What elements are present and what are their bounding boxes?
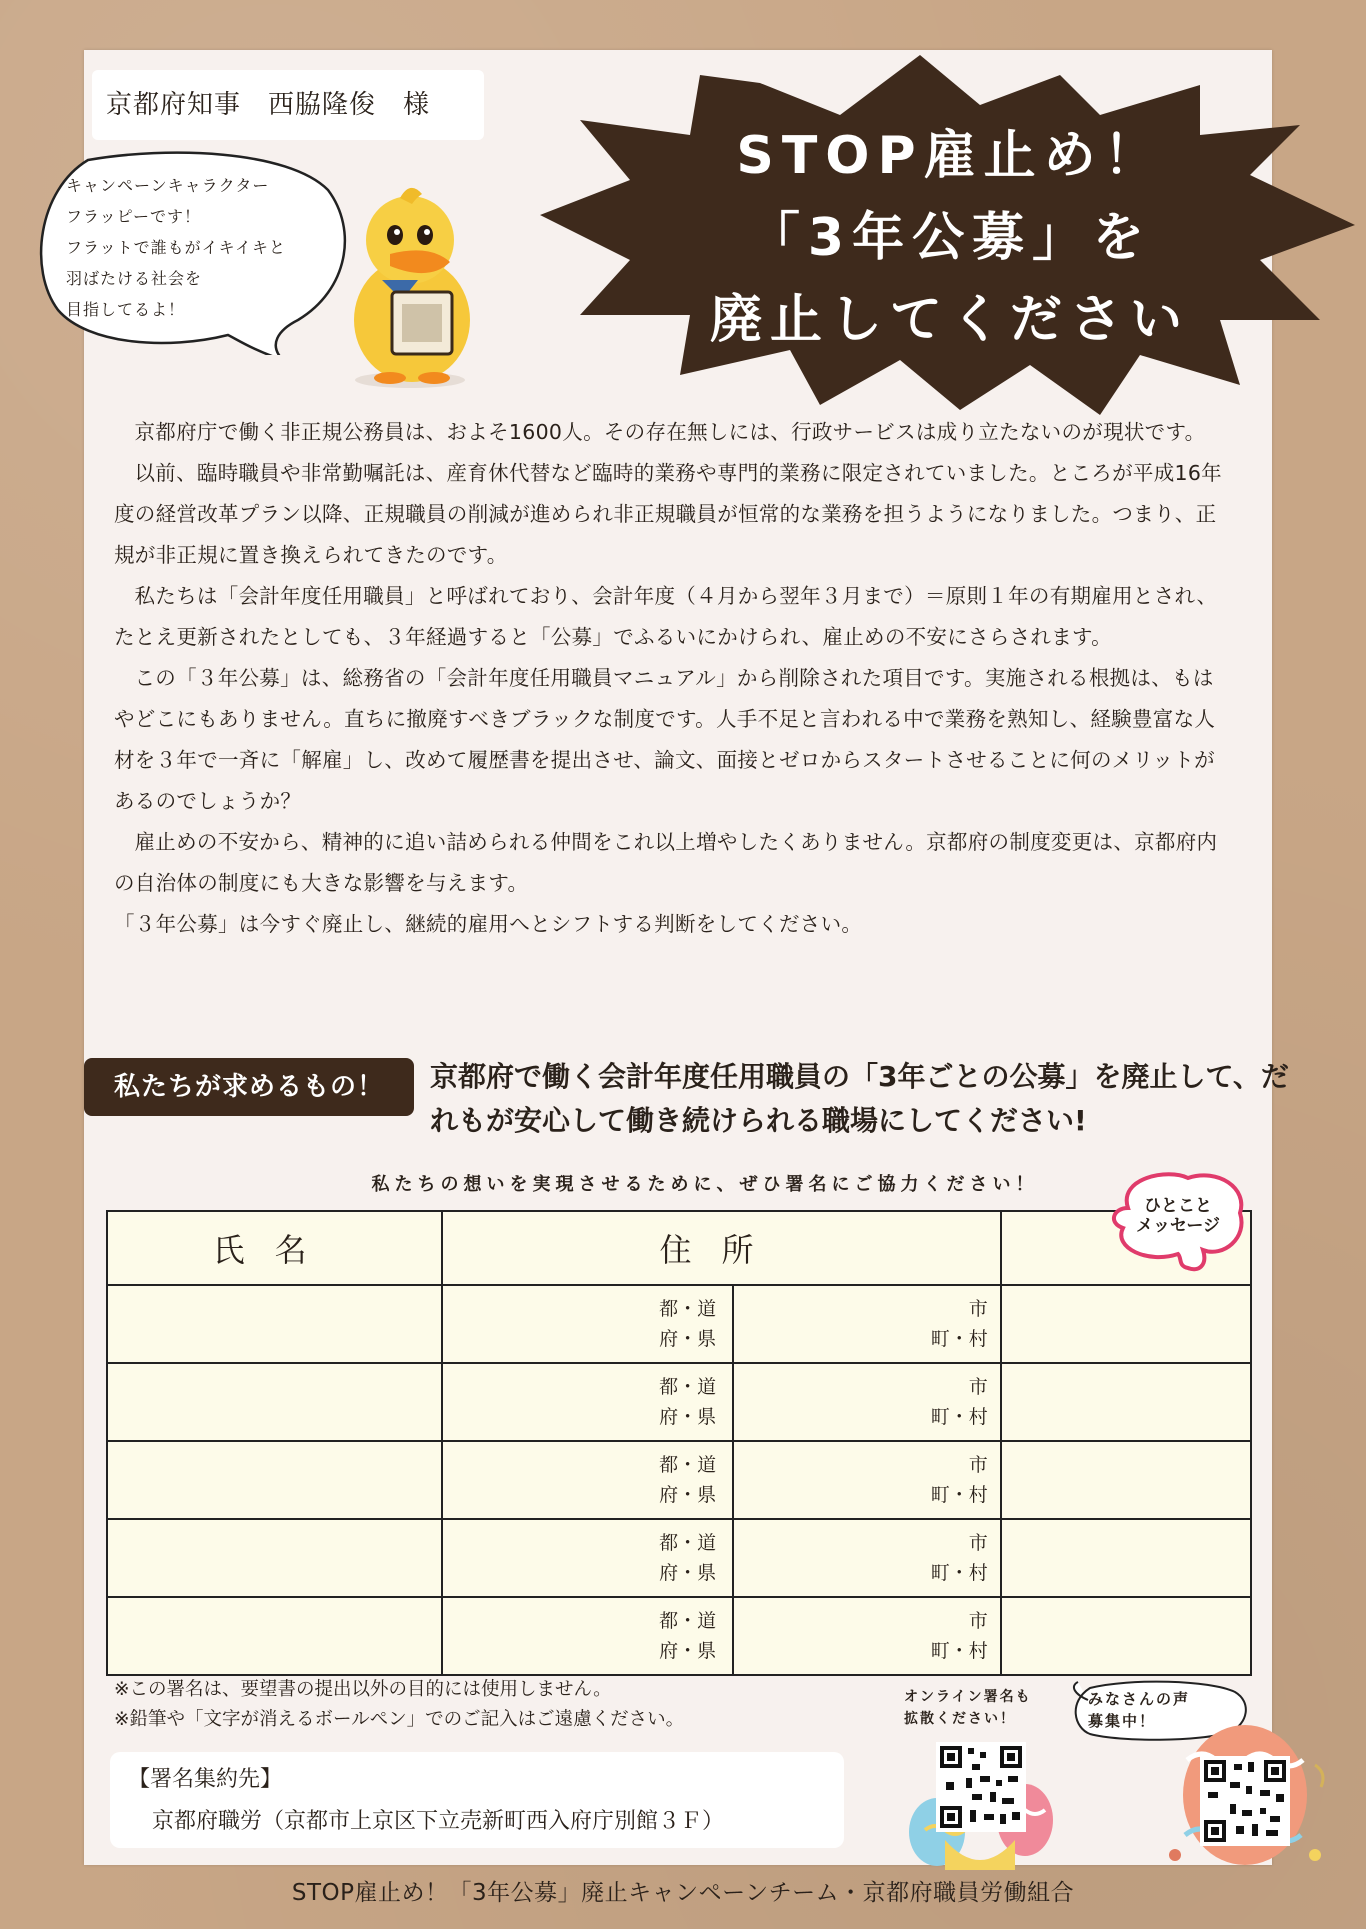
notes — [114, 1675, 834, 1735]
message-bubble-text: ひとこと メッセージ — [1136, 1196, 1220, 1236]
body-paragraph: 京都府庁で働く非正規公務員は、およそ1600人。その存在無しには、行政サービスは成り立たないのが現状です。 — [134, 420, 1206, 444]
message-cell[interactable] — [1001, 1285, 1251, 1363]
city-cell[interactable]: 市 町・村 — [733, 1597, 1001, 1675]
message-cell[interactable] — [1001, 1519, 1251, 1597]
headline-line-2: 「3年公募」を — [747, 208, 1153, 268]
online-signature-label: オンライン署名も 拡散ください！ — [904, 1689, 1032, 1727]
table-row — [107, 1519, 1251, 1597]
body-paragraph: 雇止めの不安から、精神的に追い詰められる仲間をこれ以上増やしたくありません。京都府の制度変更は、京都府内の自治体の制度にも大きな影響を与えます。 — [114, 830, 1218, 895]
message-cell[interactable] — [1001, 1441, 1251, 1519]
message-cell[interactable] — [1001, 1597, 1251, 1675]
character-bubble-text: キャンペーンキャラクター フラッピーです！ フラットで誰もがイキイキと 羽ばたける社会を 目指してるよ！ — [66, 176, 287, 319]
table-row — [107, 1285, 1251, 1363]
note-line: ※鉛筆や「文字が消えるボールペン」でのご記入はご遠慮ください。 — [114, 1709, 685, 1730]
voice-qr-icon[interactable] — [1200, 1756, 1290, 1846]
body-paragraph: 以前、臨時職員や非常勤嘱託は、産育休代替など臨時的業務や専門的業務に限定されていました。ところが平成16年度の経営改革プラン以降、正規職員の削減が進められ非正規職員が恒常的な業務を担うようになりました。つまり、正規が非正規に置き換えられてきたのです。 — [114, 461, 1222, 567]
body-paragraph: 「３年公募」は今すぐ廃止し、継続的雇用へとシフトする判断をしてください。 — [114, 912, 863, 936]
city-cell[interactable]: 市 町・村 — [733, 1363, 1001, 1441]
name-cell[interactable] — [107, 1441, 442, 1519]
prefecture-cell[interactable]: 都・道 府・県 — [442, 1597, 733, 1675]
headline — [540, 115, 1360, 361]
headline-burst — [540, 45, 1360, 425]
city-cell[interactable]: 市 町・村 — [733, 1441, 1001, 1519]
note-line: ※この署名は、要望書の提出以外の目的には使用しません。 — [114, 1679, 612, 1700]
prefecture-cell[interactable]: 都・道 府・県 — [442, 1519, 733, 1597]
prefecture-cell[interactable]: 都・道 府・県 — [442, 1441, 733, 1519]
collection-title: 【署名集約先】 — [128, 1767, 283, 1792]
online-signature-qr-icon[interactable] — [936, 1742, 1026, 1832]
table-row — [107, 1363, 1251, 1441]
prefecture-cell[interactable]: 都・道 府・県 — [442, 1285, 733, 1363]
signature-table — [106, 1210, 1252, 1676]
prefecture-cell[interactable]: 都・道 府・県 — [442, 1363, 733, 1441]
body-text — [114, 412, 1224, 945]
headline-line-1: STOP雇止め！ — [736, 126, 1164, 186]
demand-text: 京都府で働く会計年度任用職員の「3年ごとの公募」を廃止して、だれもが安心して働き続けられる職場にしてください! — [430, 1060, 1289, 1137]
voice-label: みなさんの声 募集中！ — [1088, 1690, 1191, 1730]
message-cell[interactable] — [1001, 1363, 1251, 1441]
collection-box — [110, 1752, 844, 1848]
name-header: 氏名 — [107, 1211, 442, 1285]
name-cell[interactable] — [107, 1285, 442, 1363]
demand-label: 私たちが求めるもの！ — [84, 1058, 414, 1116]
address-header: 住所 — [442, 1211, 1000, 1285]
headline-line-3: 廃止してください — [709, 290, 1190, 350]
collection-address: 京都府職労（京都市上京区下立売新町西入府庁別館３Ｆ） — [152, 1809, 725, 1834]
name-cell[interactable] — [107, 1519, 442, 1597]
city-cell[interactable]: 市 町・村 — [733, 1285, 1001, 1363]
table-row — [107, 1597, 1251, 1675]
body-paragraph: この「３年公募」は、総務省の「会計年度任用職員マニュアル」から削除された項目です。実施される根拠は、もはやどこにもありません。直ちに撤廃すべきブラックな制度です。人手不足と言われる中で業務を熟知し、経験豊富な人材を３年で一斉に「解雇」し、改めて履歴書を提出させ、論文、面接とゼロからスタートさせることに何のメリットがあるのでしょうか？ — [114, 666, 1216, 813]
name-cell[interactable] — [107, 1597, 442, 1675]
duck-mascot-icon — [330, 180, 490, 390]
city-cell[interactable]: 市 町・村 — [733, 1519, 1001, 1597]
addressee: 京都府知事 西脇隆俊 様 — [92, 70, 484, 140]
footer: STOP雇止め！「3年公募」廃止キャンペーンチーム・京都府職員労働組合 — [291, 1880, 1075, 1906]
body-paragraph: 私たちは「会計年度任用職員」と呼ばれており、会計年度（４月から翌年３月まで）＝原則１年の有期雇用とされ、たとえ更新されたとしても、３年経過すると「公募」でふるいにかけられ、雇止めの不安にさらされます。 — [114, 584, 1218, 649]
signature-call: 私たちの想いを実現させるために、ぜひ署名にご協力ください！ — [371, 1174, 1039, 1195]
table-row — [107, 1441, 1251, 1519]
name-cell[interactable] — [107, 1363, 442, 1441]
table-header-row — [107, 1211, 1251, 1285]
